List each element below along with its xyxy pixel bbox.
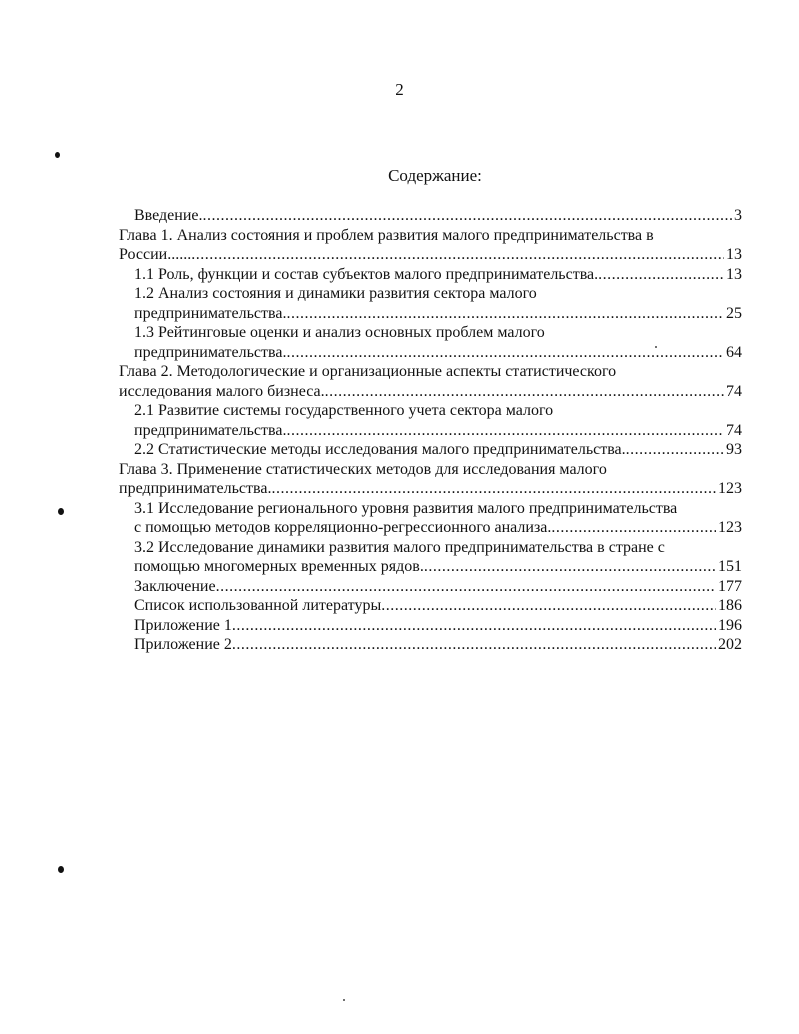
toc-entry-title: исследования малого бизнеса. [119, 382, 325, 400]
toc-entry-line: 1.3 Рейтинговые оценки и анализ основных проблем малого [134, 324, 545, 341]
toc-entry-line: 3.1 Исследование регионального уровня развития малого предпринимательства [134, 499, 678, 517]
page-number: 2 [395, 80, 404, 99]
toc-entry-last-line [134, 616, 742, 636]
toc-entry-last-line [134, 206, 742, 226]
toc-entry-title: России...... [119, 246, 192, 263]
toc-entry-page: 13 [726, 265, 742, 283]
toc-entry-page: 123 [718, 519, 742, 536]
toc-entry-title: Заключение [134, 577, 216, 595]
toc-entry-last-line [134, 635, 742, 655]
dot-leader [286, 343, 724, 363]
toc-entry-title: Введение. [134, 207, 203, 224]
toc-entry-page: 93 [726, 441, 742, 458]
toc-entry-page: 3 [734, 207, 742, 224]
scan-mark-bottom [58, 866, 64, 873]
dot-leader [598, 265, 724, 285]
toc-entry[interactable] [119, 460, 742, 499]
toc-entry[interactable] [119, 226, 742, 265]
toc-entry[interactable] [119, 577, 742, 597]
dot-leader [216, 577, 716, 597]
toc-entry-page: 74 [726, 382, 742, 400]
toc-entry-last-line [134, 343, 742, 363]
dot-leader [381, 596, 716, 616]
toc-entry[interactable] [119, 616, 742, 636]
dot-leader [325, 382, 724, 402]
toc-entry[interactable] [119, 635, 742, 655]
toc-entry-line: 3.2 Исследование динамики развития малого предпринимательства в стране с [134, 538, 665, 556]
toc-entry-last-line [119, 479, 742, 499]
toc-entry-last-line [119, 245, 742, 265]
toc-entry-line: 2.1 Развитие системы государственного учета сектора малого [134, 402, 554, 419]
toc-entry-title: предпринимательства. [134, 343, 287, 361]
toc-entry-title: предпринимательства. [119, 480, 272, 497]
toc-title: Содержание: [388, 166, 482, 185]
scan-mark-top [55, 152, 60, 158]
toc-entry[interactable] [119, 265, 742, 285]
toc-entry-title: 2.2 Статистические методы исследования малого предпринимательства. [134, 441, 626, 458]
dot-leader [203, 206, 733, 226]
toc-entry-line: Глава 3. Применение статистических методов для исследования малого [119, 460, 607, 478]
toc-entry[interactable] [119, 284, 742, 323]
toc-entry-title: Список использованной литературы [134, 597, 382, 614]
toc-entry-title: Приложение 2 [134, 636, 232, 653]
toc-entry-title: Приложение 1 [134, 616, 232, 634]
toc-entry[interactable] [119, 538, 742, 577]
dot-leader [626, 440, 724, 460]
toc-entry-page: 74 [726, 421, 742, 439]
toc-entry-page: 177 [718, 577, 742, 595]
toc-entry-last-line [134, 421, 742, 441]
toc-entry-title: предпринимательства. [134, 304, 287, 322]
dot-leader [286, 421, 724, 441]
toc-entry-line: 1.2 Анализ состояния и динамики развития сектора малого [134, 285, 537, 302]
toc-entry-page: 64 [726, 343, 742, 361]
dot-leader [191, 245, 724, 265]
toc-entry[interactable] [119, 499, 742, 538]
toc-entry-title: 1.1 Роль, функции и состав субъектов малого предпринимательства. [134, 265, 599, 283]
toc-entry-last-line [134, 440, 742, 460]
toc-entry-page: 13 [726, 246, 742, 263]
dot-leader [424, 557, 716, 577]
toc-entry-title: помощью многомерных временных рядов. [134, 558, 424, 575]
toc-entry[interactable] [119, 401, 742, 440]
toc-entry-last-line [134, 557, 742, 577]
table-of-contents [119, 206, 742, 655]
scan-speck [343, 999, 345, 1001]
toc-entry[interactable] [119, 440, 742, 460]
toc-entry-page: 196 [718, 616, 742, 634]
dot-leader [232, 635, 716, 655]
toc-entry-line: Глава 1. Анализ состояния и проблем развития малого предпринимательства в [119, 226, 654, 244]
toc-entry-last-line [119, 382, 742, 402]
toc-entry-last-line [134, 518, 742, 538]
toc-entry-last-line [134, 596, 742, 616]
toc-entry[interactable] [119, 362, 742, 401]
dot-leader [551, 518, 716, 538]
toc-entry[interactable] [119, 323, 742, 362]
toc-entry-last-line [134, 265, 742, 285]
toc-entry-page: 123 [718, 480, 742, 497]
toc-entry-page: 186 [718, 597, 742, 614]
toc-entry-line: Глава 2. Методологические и организационные аспекты статистического [119, 363, 617, 380]
toc-entry-page: 25 [726, 304, 742, 322]
scan-mark-middle [58, 508, 64, 515]
toc-entry[interactable] [119, 596, 742, 616]
toc-entry-page: 151 [718, 558, 742, 575]
toc-entry[interactable] [119, 206, 742, 226]
dot-leader [286, 304, 724, 324]
dot-leader [271, 479, 716, 499]
dot-leader [232, 616, 716, 636]
toc-entry-page: 202 [718, 636, 742, 653]
toc-entry-title: с помощью методов корреляционно-регрессионного анализа. [134, 519, 552, 536]
toc-entry-last-line [134, 577, 742, 597]
toc-entry-last-line [134, 304, 742, 324]
toc-entry-title: предпринимательства. [134, 421, 287, 439]
